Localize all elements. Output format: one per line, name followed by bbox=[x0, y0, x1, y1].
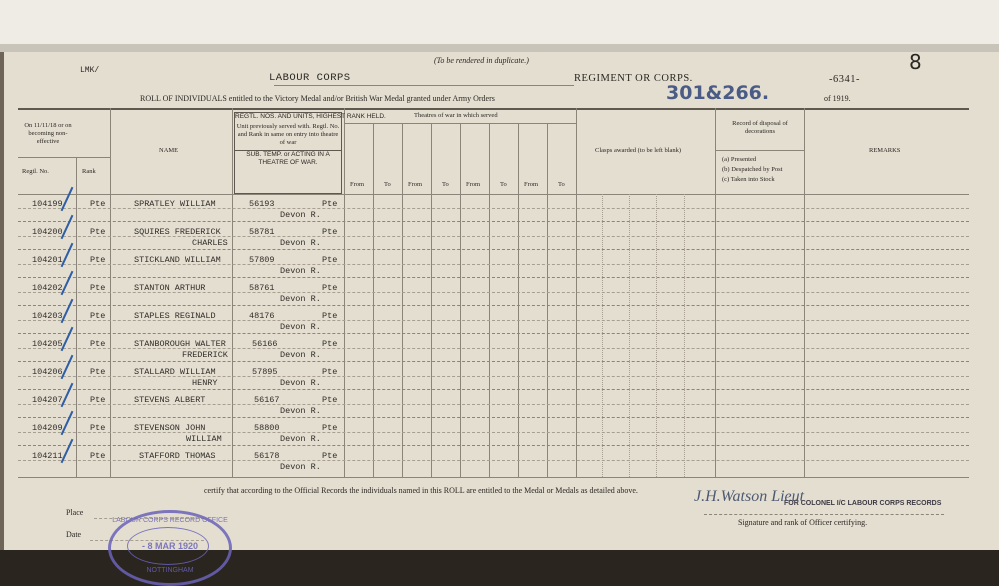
regtl-no: 104207 bbox=[32, 395, 63, 405]
row-rule bbox=[18, 348, 969, 349]
regtl-no: 104199 bbox=[32, 199, 63, 209]
unit-rank: Pte bbox=[322, 395, 338, 405]
rank: Pte bbox=[90, 283, 106, 293]
regtl-no: 104209 bbox=[32, 423, 63, 433]
row-rule bbox=[18, 208, 969, 209]
name-header: NAME bbox=[159, 147, 179, 154]
table-row bbox=[4, 250, 999, 278]
roll-number: -6341- bbox=[829, 74, 860, 85]
unit-rank: Pte bbox=[322, 283, 338, 293]
unit-rank: Pte bbox=[322, 339, 338, 349]
rank: Pte bbox=[90, 311, 106, 321]
table-row bbox=[4, 334, 999, 362]
signature-label: Signature and rank of Officer certifying. bbox=[738, 518, 868, 527]
disposal-a: (a) Presented bbox=[722, 156, 757, 163]
date-label: Date bbox=[66, 530, 82, 539]
remarks-header: REMARKS bbox=[869, 147, 901, 154]
soldier-name: STAFFORD THOMAS bbox=[139, 451, 216, 461]
table-row bbox=[4, 446, 999, 474]
row-rule bbox=[18, 292, 969, 293]
table-row bbox=[4, 278, 999, 306]
soldier-name: STANTON ARTHUR bbox=[134, 283, 206, 293]
rank: Pte bbox=[90, 423, 106, 433]
unit-name: Devon R. bbox=[280, 406, 321, 416]
regtl-no: 104203 bbox=[32, 311, 63, 321]
unit-name: Devon R. bbox=[280, 350, 321, 360]
regtl-no: 104200 bbox=[32, 227, 63, 237]
disposal-c: (c) Taken into Stock bbox=[722, 176, 775, 183]
unit-name: Devon R. bbox=[280, 210, 321, 220]
army-orders-number: 301&266. bbox=[666, 82, 770, 104]
on-date-header: On 11/11/18 or on becoming non-effective bbox=[24, 122, 72, 145]
officer-stamp: FOR COLONEL I/C LABOUR CORPS RECORDS bbox=[784, 500, 942, 507]
unit-header-3: SUB. TEMP. or ACTING IN A THEATRE OF WAR. bbox=[235, 150, 341, 167]
disposal-header-line bbox=[715, 150, 804, 151]
soldier-name: STALLARD WILLIAM bbox=[134, 367, 216, 377]
table-row bbox=[4, 222, 999, 250]
from-header-4: From bbox=[524, 181, 539, 188]
to-header-1: To bbox=[384, 181, 391, 188]
record-office-stamp bbox=[108, 510, 232, 586]
regtl-no: 104211 bbox=[32, 451, 63, 461]
unit-rank: Pte bbox=[322, 311, 338, 321]
unit-regtl-no: 48176 bbox=[249, 311, 275, 321]
rank: Pte bbox=[90, 451, 106, 461]
stamp-bottom-text: NOTTINGHAM bbox=[146, 567, 194, 574]
binder-edge bbox=[0, 44, 999, 52]
unit-regtl-no: 58761 bbox=[249, 283, 275, 293]
to-header-3: To bbox=[500, 181, 507, 188]
soldier-name-2: CHARLES bbox=[192, 238, 228, 248]
unit-header-1: REGTL. NOS. AND UNITS, HIGHEST RANK HELD. bbox=[235, 113, 386, 120]
unit-regtl-no: 56166 bbox=[252, 339, 278, 349]
soldier-name-2: HENRY bbox=[192, 378, 218, 388]
unit-name: Devon R. bbox=[280, 322, 321, 332]
from-header-2: From bbox=[408, 181, 423, 188]
unit-regtl-no: 56193 bbox=[249, 199, 275, 209]
table-bottom-border bbox=[18, 477, 969, 478]
regtl-no: 104206 bbox=[32, 367, 63, 377]
row-rule bbox=[18, 264, 969, 265]
soldier-name-2: WILLIAM bbox=[186, 434, 222, 444]
unit-rank: Pte bbox=[322, 227, 338, 237]
on-date-line bbox=[18, 157, 110, 158]
regtl-no-header: Regtl. No. bbox=[22, 168, 49, 175]
unit-name: Devon R. bbox=[280, 266, 321, 276]
table-row bbox=[4, 390, 999, 418]
unit-rank: Pte bbox=[322, 255, 338, 265]
place-label: Place bbox=[66, 508, 84, 517]
row-rule bbox=[18, 236, 969, 237]
lmk-ref: LMK/ bbox=[80, 66, 100, 75]
unit-header-2: Unit previously served with. Regtl. No. and Rank in same on entry into theatre of war bbox=[236, 123, 340, 146]
table-row bbox=[4, 418, 999, 446]
unit-regtl-no: 56167 bbox=[254, 395, 280, 405]
rank-header: Rank bbox=[82, 168, 96, 175]
unit-rank: Pte bbox=[322, 199, 338, 209]
soldier-name: SQUIRES FREDERICK bbox=[134, 227, 221, 237]
from-header-3: From bbox=[466, 181, 481, 188]
unit-name: Devon R. bbox=[280, 294, 321, 304]
table-top-border bbox=[18, 108, 969, 110]
unit-regtl-no: 56178 bbox=[254, 451, 280, 461]
disposal-header: Record of disposal of decorations bbox=[732, 120, 788, 135]
rank: Pte bbox=[90, 339, 106, 349]
table-row bbox=[4, 306, 999, 334]
page-mark: 8 bbox=[909, 50, 922, 74]
soldier-name: STEVENSON JOHN bbox=[134, 423, 206, 433]
unit-rank: Pte bbox=[322, 423, 338, 433]
from-header-1: From bbox=[350, 181, 365, 188]
unit-regtl-no: 58800 bbox=[254, 423, 280, 433]
row-rule bbox=[18, 432, 969, 433]
stamp-date: - 8 MAR 1920 bbox=[141, 541, 199, 551]
duplicate-note: (To be rendered in duplicate.) bbox=[434, 56, 529, 65]
roll-title: ROLL OF INDIVIDUALS entitled to the Victory Medal and/or British War Medal granted under Army Orders bbox=[140, 94, 495, 103]
soldier-name: STICKLAND WILLIAM bbox=[134, 255, 221, 265]
unit-name: Devon R. bbox=[280, 462, 321, 472]
rank: Pte bbox=[90, 367, 106, 377]
to-header-2: To bbox=[442, 181, 449, 188]
rank: Pte bbox=[90, 227, 106, 237]
soldier-name: STANBOROUGH WALTER bbox=[134, 339, 226, 349]
soldier-name: STEVENS ALBERT bbox=[134, 395, 206, 405]
unit-name: Devon R. bbox=[280, 434, 321, 444]
row-rule bbox=[18, 404, 969, 405]
soldier-name: SPRATLEY WILLIAM bbox=[134, 199, 216, 209]
stamp-top-text: LABOUR CORPS RECORD OFFICE bbox=[112, 517, 228, 524]
row-rule bbox=[18, 460, 969, 461]
disposal-b: (b) Despatched by Post bbox=[722, 166, 783, 173]
unit-name: Devon R. bbox=[280, 238, 321, 248]
signature-line bbox=[704, 514, 944, 515]
clasps-header: Clasps awarded (to be left blank) bbox=[595, 147, 682, 154]
table-row bbox=[4, 194, 999, 222]
corps-name: LABOUR CORPS bbox=[269, 72, 351, 84]
unit-regtl-no: 57895 bbox=[252, 367, 278, 377]
unit-name: Devon R. bbox=[280, 378, 321, 388]
theatres-header: Theatres of war in which served bbox=[414, 112, 498, 119]
soldier-name-2: FREDERICK bbox=[182, 350, 228, 360]
unit-rank: Pte bbox=[322, 367, 338, 377]
roll-year: of 1919. bbox=[824, 94, 851, 103]
table-row bbox=[4, 362, 999, 390]
regtl-no: 104205 bbox=[32, 339, 63, 349]
rank: Pte bbox=[90, 255, 106, 265]
corps-underline bbox=[274, 85, 574, 86]
rank: Pte bbox=[90, 199, 106, 209]
regiment-label: REGIMENT OR CORPS. bbox=[574, 73, 693, 84]
row-rule bbox=[18, 376, 969, 377]
unit-regtl-no: 57809 bbox=[249, 255, 275, 265]
rank: Pte bbox=[90, 395, 106, 405]
officer-signature: J.H.Watson Lieut bbox=[694, 488, 805, 505]
medal-roll-sheet bbox=[4, 50, 999, 574]
regtl-no: 104201 bbox=[32, 255, 63, 265]
unit-rank: Pte bbox=[322, 451, 338, 461]
unit-regtl-no: 58781 bbox=[249, 227, 275, 237]
row-rule bbox=[18, 320, 969, 321]
regtl-no: 104202 bbox=[32, 283, 63, 293]
theatre-header-line bbox=[344, 123, 576, 124]
certification-text: certify that according to the Official Records the individuals named in this ROLL are entitled to the Medal or Medals as detailed above. bbox=[204, 486, 638, 495]
to-header-4: To bbox=[558, 181, 565, 188]
soldier-name: STAPLES REGINALD bbox=[134, 311, 216, 321]
